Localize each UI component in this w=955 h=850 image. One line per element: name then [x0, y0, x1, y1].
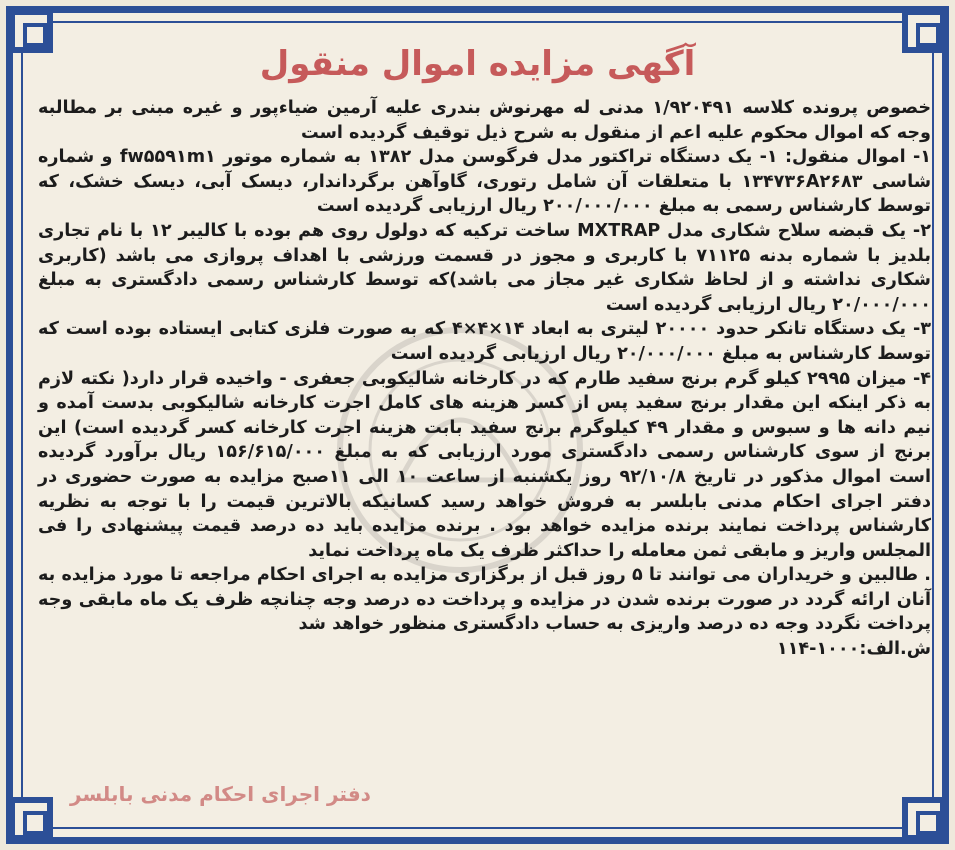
issuer-signature: دفتر اجرای احکام مدنی بابلسر	[70, 782, 371, 806]
item-tanker: ۳- یک دستگاه تانکر حدود ۲۰۰۰۰ لیتری به ابعاد ۱۴×۴×۴ که به صورت فلزی کتابی ایستاده بوده است که توسط کارشناس به مبلغ ۲۰/۰۰۰/۰۰۰ ریال ارزیابی گردیده است	[38, 319, 931, 364]
buyers-note: . طالبین و خریداران می توانند تا ۵ روز قبل از برگزاری مزایده به اجرای احکام مراجعه تا مورد مزایده به آنان ارائه گردد در صورت برنده شدن در مزایده و پرداخت ده درصد وجه چنانچه ظرف یک ماه مابقی وجه پرداخت نگردد وجه ده درصد واریزی به حساب دادگستری منظور خواهد شد	[38, 565, 931, 635]
corner-ornament	[9, 797, 53, 841]
notice-body	[38, 96, 931, 662]
item-rice-and-auction-terms: ۴- میزان ۲۹۹۵ کیلو گرم برنج سفید طارم که در کارخانه شالیکوبی جعفری - واخیده قرار دارد( نکته لازم به ذکر اینکه این مقدار برنج سفید پس از کسر هزینه های کامل اجرت کارخانه شالیکوبی بدست آمده و نیم دانه ها و سبوس و مقدار ۴۹ کیلوگرم برنج سفید بابت هزینه اجرت کارخانه کسر گردیده است) این برنج از سوی کارشناس رسمی دادگستری مورد ارزیابی که به مبلغ ۱۵۶/۶۱۵/۰۰۰ ریال برآورد گردیده است اموال مذکور در تاریخ ۹۲/۱۰/۸ روز یکشنبه از ساعت ۱۰ الی ۱۱صبح مزایده به صورت حضوری در دفتر اجرای احکام مدنی بابلسر به فروش خواهد رسید کسانیکه بالاترین قیمت را با توجه به نظریه کارشناس پرداخت نمایند برنده مزایده خواهد بود . برنده مزایده باید ده درصد قیمت پیشنهادی را فی المجلس واریز و مابقی ثمن معامله را حداکثر ظرف یک ماه پرداخت نماید	[38, 368, 931, 561]
corner-ornament	[902, 797, 946, 841]
item-tractor: ۱- اموال منقول: ۱- یک دستگاه تراکتور مدل فرگوسن مدل ۱۳۸۲ به شماره موتور fw۵۵۹۱m۱ و شماره شاسی ۱۳۴۷۳۶A۲۶۸۳ با متعلقات آن شامل رتوری، گاوآهن برگرداندار، دیسک آبی، دیسک خشک، که توسط کارشناس رسمی به مبلغ ۲۰۰/۰۰۰/۰۰۰ ریال ارزیابی گردیده است	[38, 147, 932, 217]
item-shotgun: ۲- یک قبضه سلاح شکاری مدل MXTRAP ساخت ترکیه که دولول روی هم بوده با کالیبر ۱۲ با نام تجاری بلدیز با شماره بدنه ۷۱۱۲۵ با کاربری و مجوز در قسمت ورزشی با اهداف پروازی می باشد (کاربری شکاری نداشته و از لحاظ شکاری غیر مجاز می باشد)که توسط کارشناس رسمی دادگستری به مبلغ ۲۰/۰۰۰/۰۰۰ ریال ارزیابی گردیده است	[38, 220, 931, 315]
reference-number: ش.الف:۱۰۰۰-۱۱۴	[776, 639, 931, 660]
page-title: آگهی مزایده اموال منقول	[259, 44, 696, 84]
intro-paragraph: خصوص پرونده کلاسه ۱/۹۲۰۴۹۱ مدنی له مهرنوش بندری علیه آرمین ضیاءپور و غیره مبنی بر مطالبه وجه که اموال محکوم علیه اعم از منقول به شرح ذیل توقیف گردیده است	[38, 98, 931, 143]
